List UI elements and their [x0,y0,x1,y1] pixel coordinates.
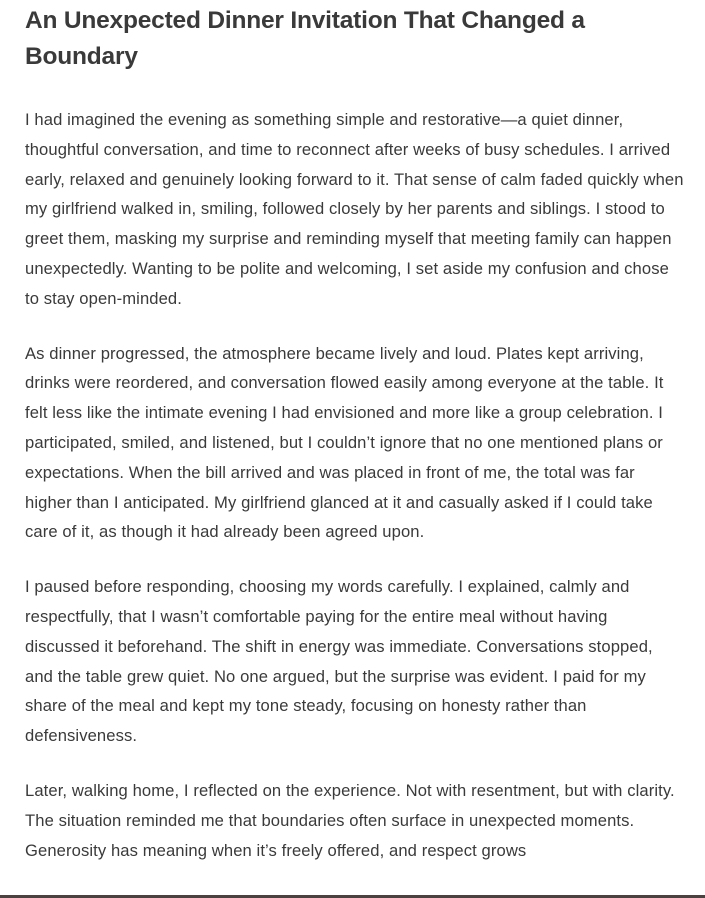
article [25,0,685,865]
article-paragraph-4: Later, walking home, I reflected on the experience. Not with resentment, but with clarity. The situation reminded me that boundaries often surface in unexpected moments. Generosity has meaning when it’s freely offered, and respect grows [25,780,675,860]
article-paragraph-2: As dinner progressed, the atmosphere became lively and loud. Plates kept arriving, drinks were reordered, and conversation flowed easily among everyone at the table. It felt less like the intimate evening I had envisioned and more like a group celebration. I participated, smiled, and listened, but I couldn’t ignore that no one mentioned plans or expectations. When the bill arrived and was placed in front of me, the total was far higher than I anticipated. My girlfriend glanced at it and casually asked if I could take care of it, as though it had already been agreed upon. [25,343,664,542]
article-paragraph-1: I had imagined the evening as something simple and restorative—a quiet dinner, thoughtful conversation, and time to reconnect after weeks of busy schedules. I arrived early, relaxed and genuinely looking forward to it. That sense of calm faded quickly when my girlfriend walked in, smiling, followed closely by her parents and siblings. I stood to greet them, masking my surprise and reminding myself that meeting family can happen unexpectedly. Wanting to be polite and welcoming, I set aside my confusion and chose to stay open-minded. [25,110,684,308]
article-paragraph-3: I paused before responding, choosing my words carefully. I explained, calmly and respectfully, that I wasn’t comfortable paying for the entire meal without having discussed it beforehand. The shift in energy was immediate. Conversations stopped, and the table grew quiet. No one argued, but the surprise was evident. I paid for my share of the meal and kept my tone steady, focusing on honesty rather than defensiveness. [25,577,653,746]
article-title: An Unexpected Dinner Invitation That Changed a Boundary [25,7,585,70]
